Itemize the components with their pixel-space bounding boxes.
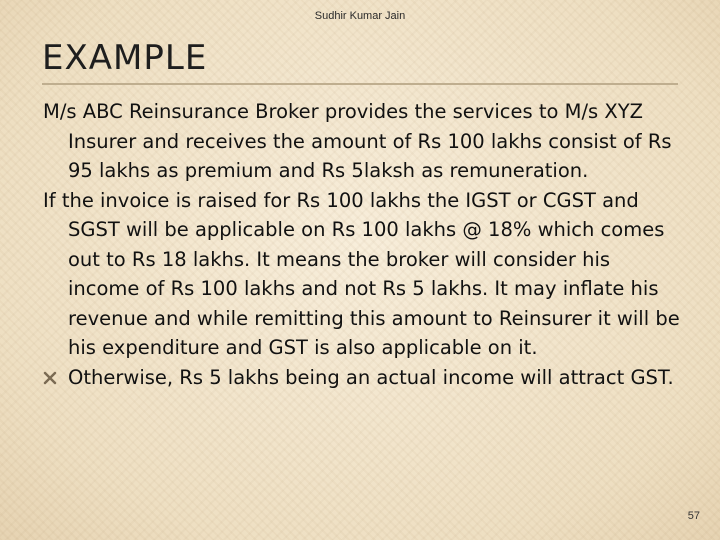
slide-body [43, 97, 683, 392]
slide-title: EXAMPLE [42, 38, 208, 78]
x-mark-icon [43, 371, 57, 385]
bullet-item [43, 363, 683, 393]
body-paragraph: M/s ABC Reinsurance Broker provides the services to M/s XYZ Insurer and receives the amount of Rs 100 lakhs consist of Rs 95 lakhs as premium and Rs 5laksh as remuneration. [43, 100, 672, 182]
body-paragraph: If the invoice is raised for Rs 100 lakhs the IGST or CGST and SGST will be applicable on Rs 100 lakhs @ 18% which comes out to Rs 18 lakhs. It means the broker will consider his income of Rs 100 lakhs and not Rs 5 lakhs. It may inflate his revenue and while remitting this amount to Reinsurer it will be his expenditure and GST is also applicable on it. [43, 188, 680, 359]
slide-header: Sudhir Kumar Jain [314, 10, 406, 22]
bullet-text: Otherwise, Rs 5 lakhs being an actual income will attract GST. [68, 365, 674, 389]
title-divider [42, 83, 678, 85]
page-number: 57 [687, 510, 700, 522]
